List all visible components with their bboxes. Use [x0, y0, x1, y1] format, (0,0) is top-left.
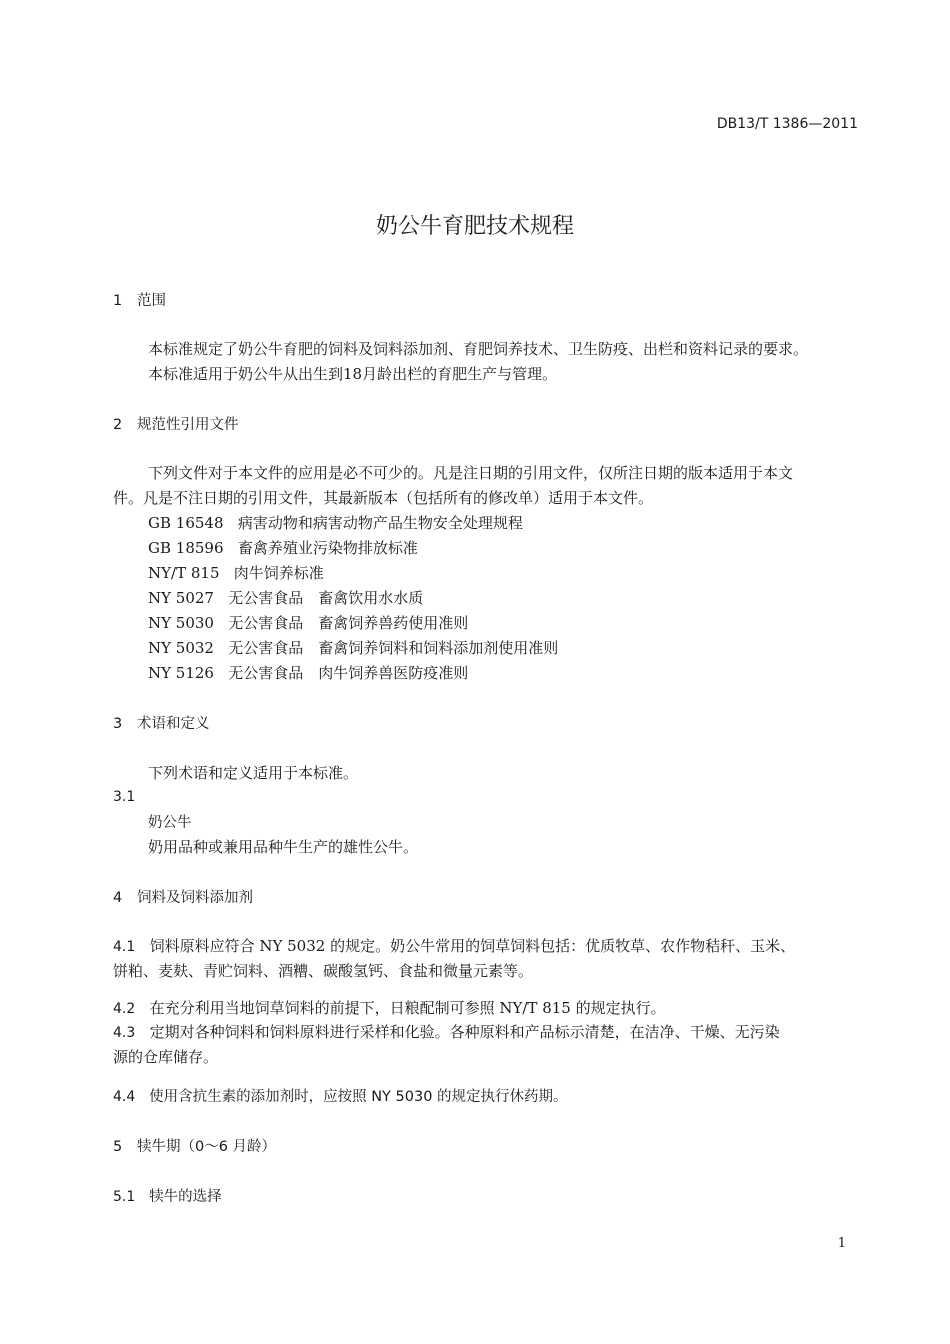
reference-name: 无公害食品 畜禽饮用水水质 [228, 589, 424, 607]
clause-number: 4.3 [113, 1025, 136, 1041]
section-title: 术语和定义 [137, 716, 210, 732]
section-number: 3 [113, 716, 123, 732]
section-1-heading [113, 289, 166, 310]
clause-text: 饲料原料应符合 NY 5032 的规定。奶公牛常用的饲草饲料包括：优质牧草、农作物秸秆、玉米、 [149, 937, 796, 955]
term-name: 奶公牛 [148, 815, 192, 831]
section-5-heading [113, 1135, 276, 1156]
paragraph: 件。凡是不注日期的引用文件，其最新版本（包括所有的修改单）适用于本文件。 [113, 489, 654, 507]
term-number: 3.1 [113, 789, 136, 805]
clause-number: 4.2 [113, 1001, 136, 1017]
clause-4-2 [113, 997, 666, 1018]
reference-item [148, 612, 468, 633]
section-title: 饲料及饲料添加剂 [137, 890, 253, 906]
reference-name: 无公害食品 畜禽饲养饲料和饲料添加剂使用准则 [228, 639, 559, 657]
reference-code: GB 18596 [148, 539, 224, 557]
reference-code: NY 5032 [148, 639, 214, 657]
clause-4-1 [113, 935, 795, 956]
clause-text: 在充分利用当地饲草饲料的前提下，日粮配制可参照 NY/T 815 的规定执行。 [149, 999, 666, 1017]
clause-text: 使用含抗生素的添加剂时，应按照 NY 5030 的规定执行休药期。 [149, 1089, 568, 1105]
paragraph: 下列文件对于本文件的应用是必不可少的。凡是注日期的引用文件，仅所注日期的版本适用于本文 [148, 464, 794, 482]
reference-code: NY 5030 [148, 614, 214, 632]
section-title: 犊牛期（0～6 月龄） [137, 1139, 277, 1155]
standard-code: DB13/T 1386—2011 [716, 116, 858, 132]
clause-number: 4.4 [113, 1089, 136, 1105]
clause-number: 4.1 [113, 939, 136, 955]
term-definition: 奶用品种或兼用品种牛生产的雄性公牛。 [148, 838, 419, 856]
section-title: 规范性引用文件 [137, 417, 239, 433]
reference-item [148, 562, 324, 583]
reference-code: NY 5027 [148, 589, 214, 607]
reference-code: NY 5126 [148, 664, 214, 682]
reference-name: 畜禽养殖业污染物排放标准 [237, 539, 418, 557]
clause-title: 犊牛的选择 [149, 1189, 222, 1205]
reference-code: GB 16548 [148, 514, 224, 532]
clause-text-continued: 源的仓库储存。 [113, 1048, 219, 1066]
reference-item [148, 662, 468, 683]
section-number: 2 [113, 417, 123, 433]
section-number: 1 [113, 293, 123, 309]
clause-4-4 [113, 1085, 568, 1106]
reference-name: 病害动物和病害动物产品生物安全处理规程 [237, 514, 523, 532]
reference-name: 无公害食品 肉牛饲养兽医防疫准则 [228, 664, 469, 682]
section-2-heading [113, 413, 239, 434]
section-title: 范围 [137, 293, 166, 309]
clause-text-continued: 饼粕、麦麸、青贮饲料、酒糟、碳酸氢钙、食盐和微量元素等。 [113, 962, 534, 980]
section-3-heading [113, 712, 210, 733]
reference-item [148, 587, 423, 608]
reference-item [148, 537, 418, 558]
document-title: 奶公牛育肥技术规程 [375, 214, 574, 239]
clause-text: 定期对各种饲料和饲料原料进行采样和化验。各种原料和产品标示清楚，在洁净、干燥、无污染 [149, 1023, 780, 1041]
section-number: 5 [113, 1139, 123, 1155]
paragraph: 本标准适用于奶公牛从出生到18月龄出栏的育肥生产与管理。 [148, 365, 558, 383]
paragraph: 本标准规定了奶公牛育肥的饲料及饲料添加剂、育肥饲养技术、卫生防疫、出栏和资料记录的要求。 [148, 340, 809, 358]
reference-item [148, 637, 558, 658]
reference-item [148, 512, 523, 533]
section-4-heading [113, 886, 253, 907]
page-number: 1 [837, 1236, 846, 1251]
reference-name: 无公害食品 畜禽饲养兽药使用准则 [228, 614, 469, 632]
clause-4-3 [113, 1021, 780, 1042]
clause-5-1 [113, 1185, 222, 1206]
paragraph: 下列术语和定义适用于本标准。 [148, 764, 359, 782]
section-number: 4 [113, 890, 123, 906]
reference-code: NY/T 815 [148, 564, 220, 582]
clause-number: 5.1 [113, 1189, 136, 1205]
reference-name: 肉牛饲养标准 [233, 564, 324, 582]
